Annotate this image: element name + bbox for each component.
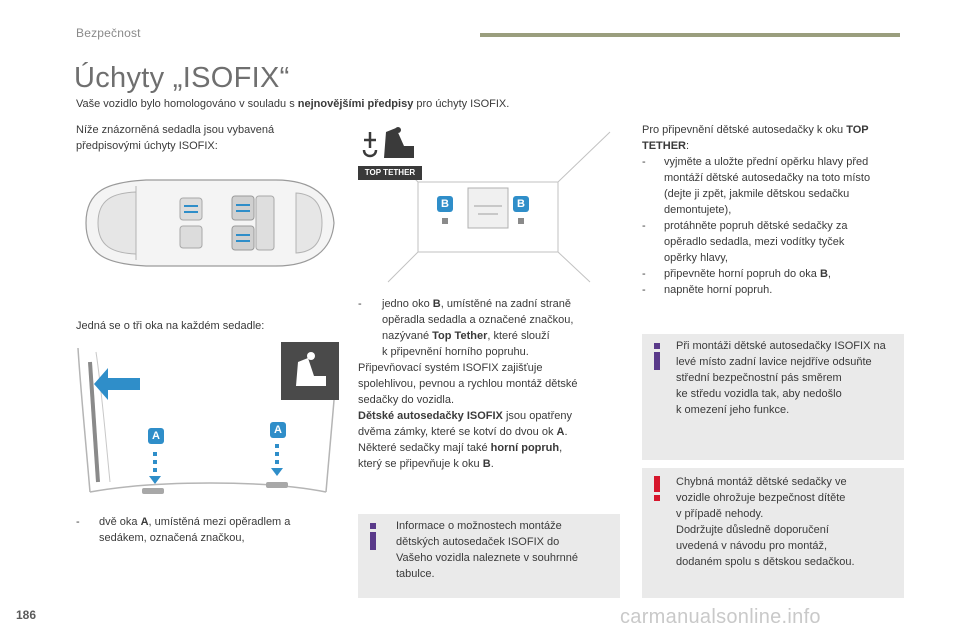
header-accent-bar <box>480 33 900 37</box>
warning-note: Chybná montáž dětské sedačky ve vozidle ohrožuje bezpečnost dítěte v případě nehody. Dodržujte důsledně doporučení uvedená v návodu pro montáž, dodaném spolu s dětskou sedačkou. <box>642 468 904 598</box>
info-note-col2: Informace o možnostech montáže dětských autosedaček ISOFIX do Vašeho vozidla naleznete v souhrnné tabulce. <box>358 514 620 598</box>
isofix-anchor-drawing <box>76 342 340 500</box>
info-icon <box>654 352 660 370</box>
isofix-anchor-image <box>76 342 340 500</box>
bullet-anchor-a: - dvě oka A, umístěná mezi opěradlem a sedákem, označená značkou, <box>76 516 291 544</box>
trunk-drawing <box>358 122 620 290</box>
page-number: 186 <box>16 608 37 622</box>
seats-intro-text: Níže znázorněná sedadla jsou vybavená předpisovými úchyty ISOFIX: <box>76 124 275 152</box>
step-2: - protáhněte popruh dětské sedačky za opěradlo sedadla, mezi vodítky tyček opěrky hlavy, <box>642 220 848 264</box>
top-tether-label: TOP TETHER <box>364 168 416 177</box>
section-header: Bezpečnost <box>76 26 141 40</box>
watermark: carmanualsonline.info <box>620 606 821 628</box>
bullet-anchor-b: - jedno oko B, umístěné na zadní straně opěradla sedadla a označené značkou, nazývané Top Tether, které slouží k připevnění horního popruhu. <box>358 298 574 358</box>
step-4: - napněte horní popruh. <box>642 284 773 296</box>
info-note-col3: Při montáži dětské autosedačky ISOFIX na levé místo zadní lavice nejdříve odsuňte střední bezpečnostní pás směrem ke středu vozidla tak, aby nedošlo k omezení jeho funkce. <box>642 334 904 460</box>
top-tether-image <box>358 122 620 290</box>
info-icon <box>370 532 376 550</box>
anchor-a-badge-right: A <box>270 422 286 438</box>
top-tether-intro: Pro připevnění dětské autosedačky k oku TOP TETHER: <box>642 124 869 152</box>
system-description: Připevňovací systém ISOFIX zajišťuje spolehlivou, pevnou a rychlou montáž dětské sedačky do vozidla. <box>358 362 578 406</box>
step-3: - připevněte horní popruh do oka B, <box>642 268 831 280</box>
seats-description: Dětské autosedačky ISOFIX jsou opatřeny dvěma zámky, které se kotví do dvou ok A. Některé sedačky mají také horní popruh, který se připevňuje k oku B. <box>358 410 573 470</box>
anchor-a-badge-left: A <box>148 428 164 444</box>
page-title: Úchyty „ISOFIX“ <box>74 62 290 94</box>
car-top-view-drawing <box>76 168 342 278</box>
anchor-b-badge-left: B <box>437 196 453 212</box>
rings-intro-text: Jedná se o tři oka na každém sedadle: <box>76 320 265 332</box>
warning-icon <box>654 476 660 492</box>
intro-paragraph: Vaše vozidlo bylo homologováno v souladu s nejnovějšími předpisy pro úchyty ISOFIX. <box>76 98 510 110</box>
anchor-b-badge-right: B <box>513 196 529 212</box>
car-top-view-image <box>76 168 342 278</box>
step-1: - vyjměte a uložte přední opěrku hlavy před montáží dětské autosedačky na toto místo (dejte ji zpět, jakmile dětskou sedačku demontujete), <box>642 156 871 216</box>
